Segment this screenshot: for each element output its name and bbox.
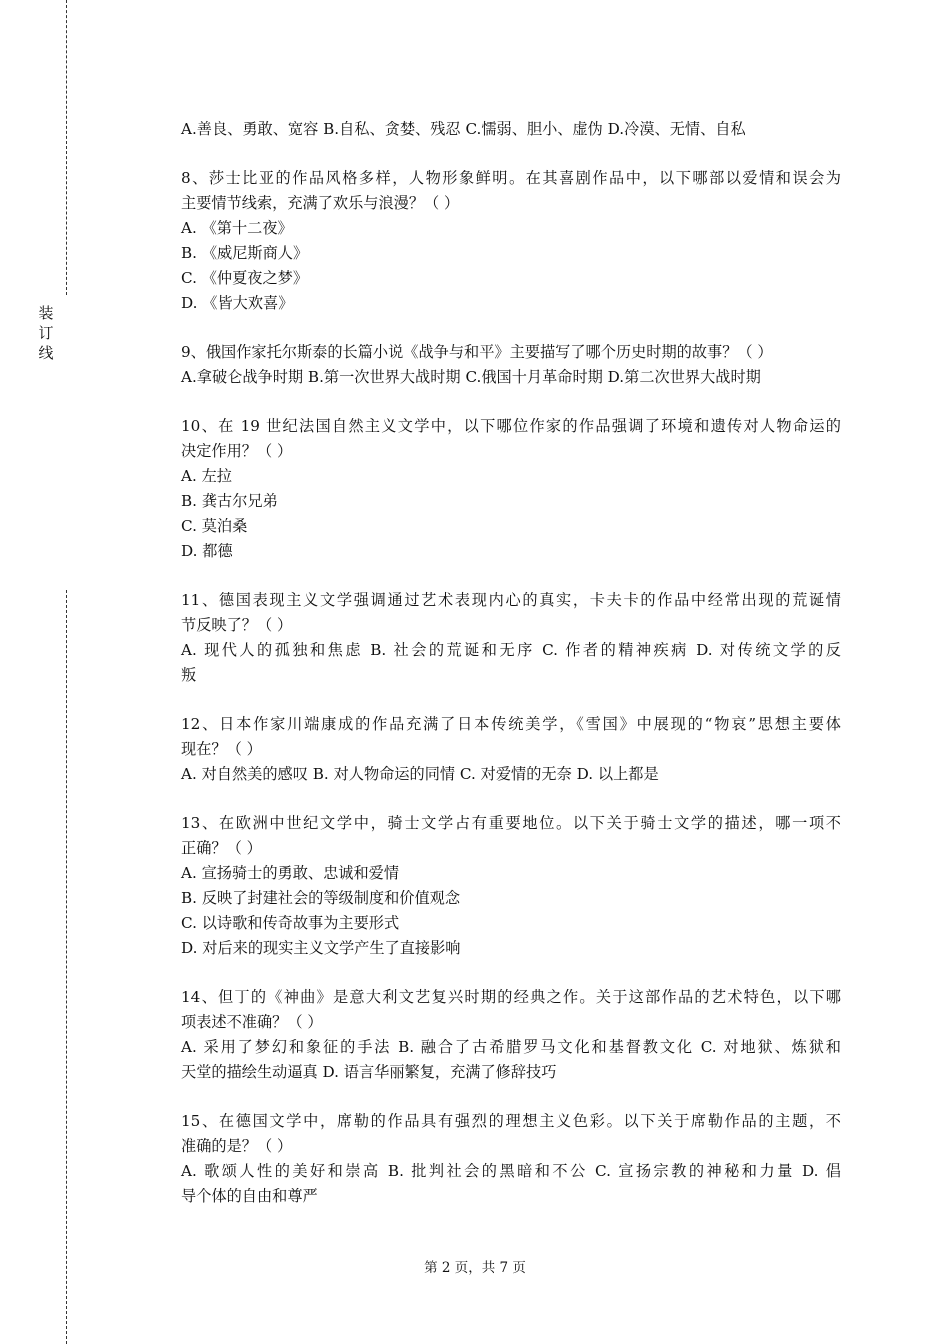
option-line: A. 对自然美的感叹 B. 对人物命运的同情 C. 对爱情的无奈 D. 以上都是	[181, 765, 659, 783]
binding-dashed-line-bottom	[66, 590, 67, 1344]
option-c: C. 《仲夏夜之梦》	[181, 269, 309, 287]
option-a: A. 左拉	[181, 467, 232, 485]
binding-label-char: 装	[38, 304, 54, 322]
binding-dashed-line-top	[66, 0, 67, 295]
question-13	[181, 811, 841, 961]
binding-line-label	[35, 303, 57, 363]
question-stem: 13、在欧洲中世纪文学中，骑士文学占有重要地位。以下关于骑士文学的描述，哪一项不	[181, 814, 841, 832]
option-d: D. 都德	[181, 542, 233, 560]
question-stem: 14、但丁的《神曲》是意大利文艺复兴时期的经典之作。关于这部作品的艺术特色，以下哪	[181, 988, 841, 1006]
question-stem: 15、在德国文学中，席勒的作品具有强烈的理想主义色彩。以下关于席勒作品的主题，不	[181, 1112, 841, 1130]
option-line: A. 歌颂人性的美好和崇高 B. 批判社会的黑暗和不公 C. 宣扬宗教的神秘和力量 D. 倡	[181, 1162, 841, 1180]
binding-label-char: 线	[38, 344, 54, 362]
question-stem: 现在？（ ）	[181, 740, 262, 758]
question-stem: 9、俄国作家托尔斯泰的长篇小说《战争与和平》主要描写了哪个历史时期的故事？（ ）	[181, 343, 773, 361]
question-stem: 项表述不准确？（ ）	[181, 1013, 323, 1031]
option-c: C. 以诗歌和传奇故事为主要形式	[181, 914, 400, 932]
question-10	[181, 414, 841, 564]
exam-questions	[181, 117, 841, 1233]
option-d: D. 对后来的现实主义文学产生了直接影响	[181, 939, 461, 957]
question-stem: 10、在 19 世纪法国自然主义文学中，以下哪位作家的作品强调了环境和遗传对人物命运的	[181, 417, 841, 435]
option-line: 叛	[181, 666, 197, 684]
question-stem: 准确的是？（ ）	[181, 1137, 293, 1155]
option-a: A. 《第十二夜》	[181, 219, 293, 237]
question-9	[181, 340, 841, 390]
option-a: A. 宣扬骑士的勇敢、忠诚和爱情	[181, 864, 400, 882]
question-8	[181, 166, 841, 316]
option-d: D. 《皆大欢喜》	[181, 294, 294, 312]
question-14	[181, 985, 841, 1085]
option-line: A.善良、勇敢、宽容 B.自私、贪婪、残忍 C.懦弱、胆小、虚伪 D.冷漠、无情、自私	[181, 120, 746, 138]
option-line: 天堂的描绘生动逼真 D. 语言华丽繁复，充满了修辞技巧	[181, 1063, 557, 1081]
page-number: 第 2 页，共 7 页	[424, 1260, 526, 1276]
question-stem: 节反映了？（ ）	[181, 616, 293, 634]
question-11	[181, 588, 841, 688]
question-stem: 主要情节线索，充满了欢乐与浪漫？（ ）	[181, 194, 460, 212]
question-stem: 8、莎士比亚的作品风格多样，人物形象鲜明。在其喜剧作品中，以下哪部以爱情和误会为	[181, 169, 841, 187]
question-stem: 12、日本作家川端康成的作品充满了日本传统美学，《雪国》中展现的“物哀”思想主要体	[181, 715, 841, 733]
option-line: A. 现代人的孤独和焦虑 B. 社会的荒诞和无序 C. 作者的精神疾病 D. 对传统文学的反	[181, 641, 841, 659]
question-stem: 正确？（ ）	[181, 839, 262, 857]
question-12	[181, 712, 841, 787]
option-line: A. 采用了梦幻和象征的手法 B. 融合了古希腊罗马文化和基督教文化 C. 对地狱、炼狱和	[181, 1038, 841, 1056]
binding-label-char: 订	[38, 324, 54, 342]
option-b: B. 龚古尔兄弟	[181, 492, 278, 510]
option-c: C. 莫泊桑	[181, 517, 248, 535]
question-stem: 决定作用？（ ）	[181, 442, 293, 460]
question-stem: 11、德国表现主义文学强调通过艺术表现内心的真实，卡夫卡的作品中经常出现的荒诞情	[181, 591, 841, 609]
question-15	[181, 1109, 841, 1209]
option-line: 导个体的自由和尊严	[181, 1187, 318, 1205]
option-line: A.拿破仑战争时期 B.第一次世界大战时期 C.俄国十月革命时期 D.第二次世界大战时期	[181, 368, 761, 386]
option-b: B. 《威尼斯商人》	[181, 244, 309, 262]
question-7-options	[181, 117, 841, 142]
option-b: B. 反映了封建社会的等级制度和价值观念	[181, 889, 461, 907]
